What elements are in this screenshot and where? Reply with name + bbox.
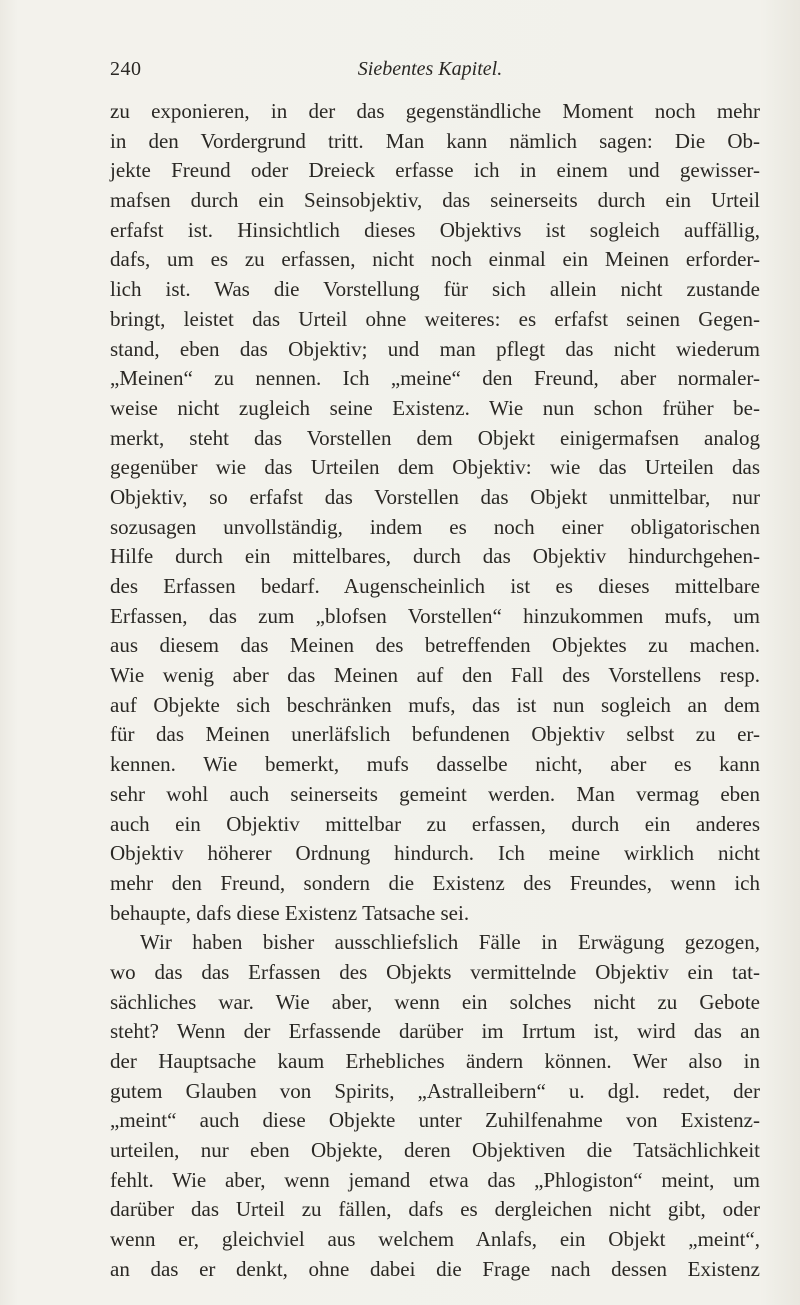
running-title: Siebentes Kapitel.	[357, 58, 503, 80]
text-line: für das Meinen unerläfslich befundenen Objektiv selbst zu er-	[110, 722, 760, 747]
text-line: urteilen, nur eben Objekte, deren Objektiven die Tatsächlichkeit	[110, 1138, 760, 1163]
text-line: Wir haben bisher ausschliefslich Fälle in Erwägung gezogen,	[140, 930, 760, 955]
body-text	[110, 97, 760, 1285]
text-line: Erfassen, das zum „blofsen Vorstellen“ hinzukommen mufs, um	[110, 603, 760, 628]
text-line: darüber das Urteil zu fällen, dafs es dergleichen nicht gibt, oder	[110, 1197, 760, 1222]
text-line: lich ist. Was die Vorstellung für sich allein nicht zustande	[110, 277, 760, 302]
text-line: wenn er, gleichviel aus welchem Anlafs, ein Objekt „meint“,	[110, 1227, 760, 1252]
text-line: gegenüber wie das Urteilen dem Objektiv: wie das Urteilen das	[110, 455, 760, 480]
page-header	[110, 58, 750, 90]
text-line: auch ein Objektiv mittelbar zu erfassen, durch ein anderes	[110, 811, 760, 836]
text-line: steht? Wenn der Erfassende darüber im Irrtum ist, wird das an	[110, 1019, 760, 1044]
text-line: kennen. Wie bemerkt, mufs dasselbe nicht, aber es kann	[110, 752, 760, 777]
text-line: in den Vordergrund tritt. Man kann nämlich sagen: Die Ob-	[110, 128, 760, 153]
text-line: fehlt. Wie aber, wenn jemand etwa das „Phlogiston“ meint, um	[110, 1167, 760, 1192]
text-line: der Hauptsache kaum Erhebliches ändern können. Wer also in	[110, 1049, 760, 1073]
text-line: merkt, steht das Vorstellen dem Objekt einigermafsen analog	[110, 425, 760, 450]
text-line: jekte Freund oder Dreieck erfasse ich in einem und gewisser-	[110, 158, 760, 183]
text-line: Wie wenig aber das Meinen auf den Fall des Vorstellens resp.	[110, 663, 760, 688]
text-line: behaupte, dafs diese Existenz Tatsache sei.	[110, 900, 470, 925]
text-line: „meint“ auch diese Objekte unter Zuhilfenahme von Existenz-	[110, 1108, 760, 1133]
text-line: mehr den Freund, sondern die Existenz des Freundes, wenn ich	[110, 870, 760, 895]
text-line: „Meinen“ zu nennen. Ich „meine“ den Freund, aber normaler-	[110, 366, 760, 391]
text-line: stand, eben das Objektiv; und man pflegt das nicht wiederum	[110, 336, 760, 361]
text-line: sehr wohl auch seinerseits gemeint werden. Man vermag eben	[110, 781, 760, 806]
text-line: wo das das Erfassen des Objekts vermittelnde Objektiv ein tat-	[110, 959, 760, 984]
text-line: Hilfe durch ein mittelbares, durch das Objektiv hindurchgehen-	[110, 544, 760, 569]
text-line: auf Objekte sich beschränken mufs, das ist nun sogleich an dem	[110, 692, 760, 717]
text-line: sächliches war. Wie aber, wenn ein solches nicht zu Gebote	[110, 989, 760, 1014]
text-line: Objektiv höherer Ordnung hindurch. Ich meine wirklich nicht	[110, 841, 760, 866]
text-line: mafsen durch ein Seinsobjektiv, das seinerseits durch ein Urteil	[110, 188, 760, 213]
text-line: zu exponieren, in der das gegenständliche Moment noch mehr	[110, 99, 760, 123]
text-line: weise nicht zugleich seine Existenz. Wie nun schon früher be-	[110, 395, 760, 420]
text-line: aus diesem das Meinen des betreffenden Objektes zu machen.	[110, 633, 760, 658]
text-line: an das er denkt, ohne dabei die Frage nach dessen Existenz	[110, 1256, 760, 1281]
text-line: sozusagen unvollständig, indem es noch einer obligatorischen	[110, 514, 760, 539]
text-line: erfafst ist. Hinsichtlich dieses Objektivs ist sogleich auffällig,	[110, 217, 760, 242]
text-line: bringt, leistet das Urteil ohne weiteres: es erfafst seinen Gegen-	[110, 306, 760, 331]
text-line: des Erfassen bedarf. Augenscheinlich ist es dieses mittelbare	[110, 574, 760, 598]
text-line: dafs, um es zu erfassen, nicht noch einmal ein Meinen erforder-	[110, 247, 760, 272]
text-line: gutem Glauben von Spirits, „Astralleibern“ u. dgl. redet, der	[110, 1078, 760, 1103]
page-number: 240	[110, 58, 142, 80]
text-line: Objektiv, so erfafst das Vorstellen das Objekt unmittelbar, nur	[110, 484, 760, 509]
